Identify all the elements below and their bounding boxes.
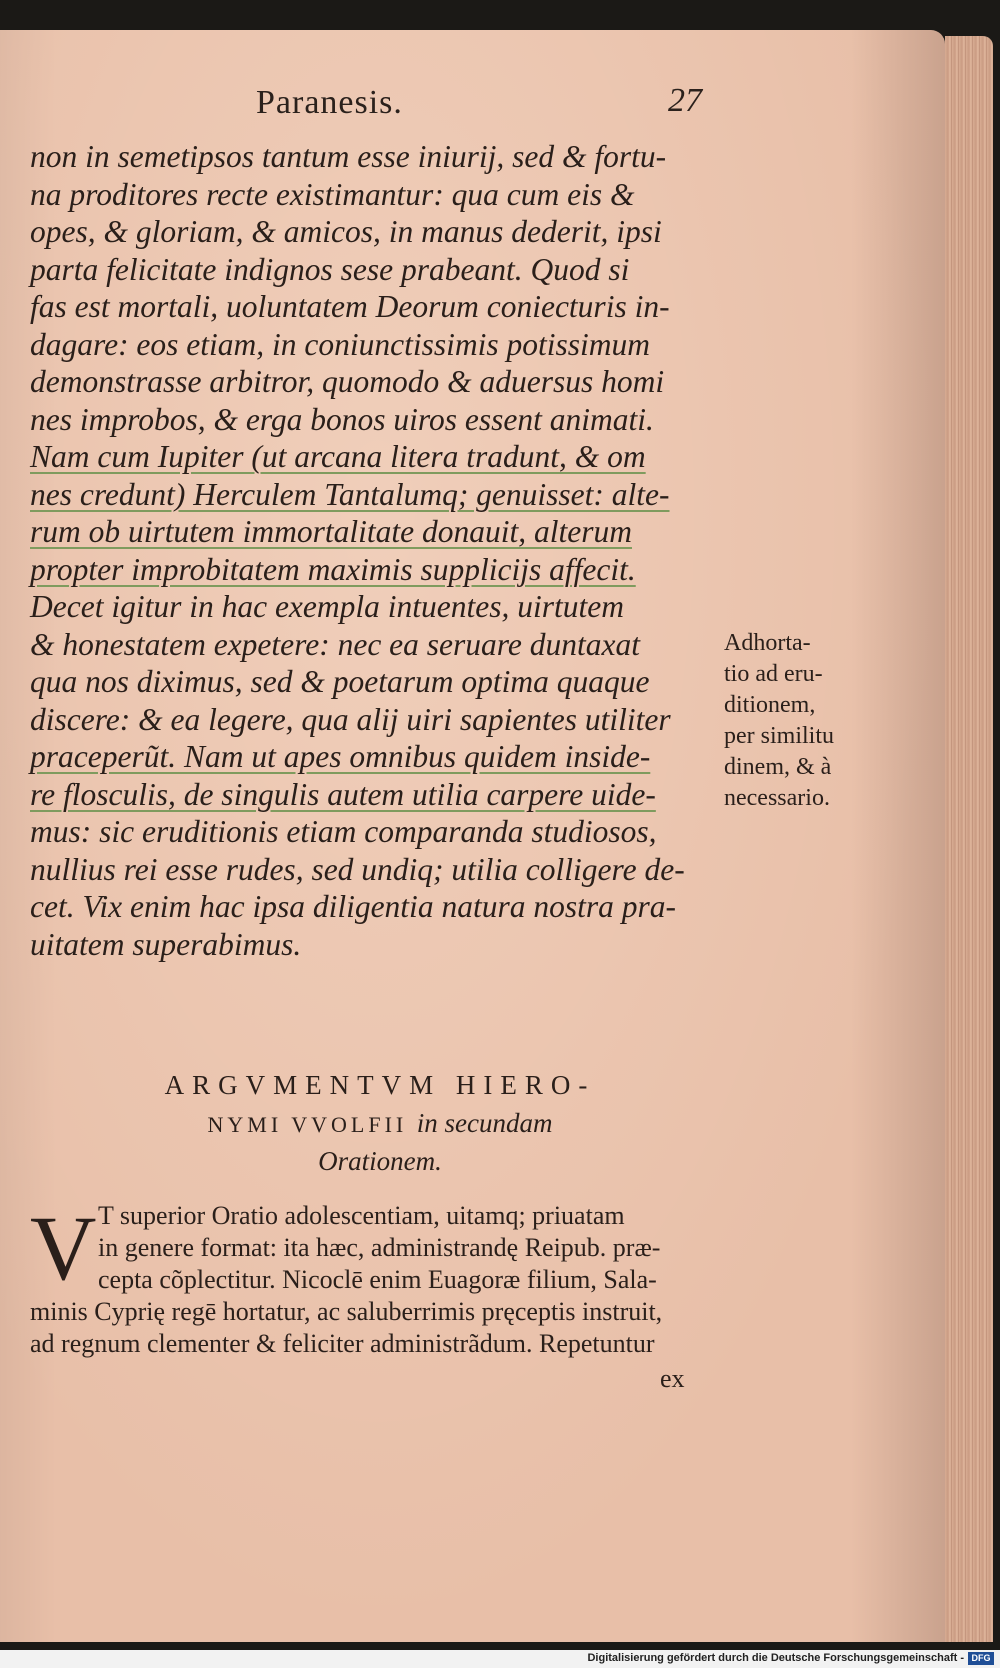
argument-title-line: Orationem.: [318, 1146, 442, 1176]
argument-line: minis Cyprię regē hortatur, ac saluberrimis pręceptis instruit,: [30, 1297, 663, 1326]
margin-note-line: tio ad eru-: [724, 661, 823, 687]
body-line: non in semetipsos tantum esse iniurij, sed & fortu-: [30, 139, 667, 174]
argument-line: in genere format: ita hæc, administrandę Reipub. præ-: [98, 1233, 661, 1262]
page-number: 27: [668, 82, 702, 119]
body-text: [30, 138, 720, 963]
digitization-footer: [0, 1650, 1000, 1668]
margin-note-line: per similitu: [724, 723, 834, 749]
page-header: [0, 82, 945, 132]
body-line: nes credunt) Herculem Tantalumq; genuisset: alte-: [30, 476, 670, 512]
argument-author: NYMI VVOLFII: [207, 1112, 408, 1137]
body-line: na proditores recte existimantur: qua cum eis &: [30, 176, 635, 212]
body-line: discere: & ea legere, qua alij uiri sapientes utiliter: [30, 701, 671, 737]
body-line: parta felicitate indignos sese prabeant. Quod si: [30, 251, 630, 287]
body-line: & honestatem expetere: nec ea seruare duntaxat: [30, 626, 640, 662]
margin-note-line: dinem, & à: [724, 754, 832, 780]
catchword: ex: [660, 1364, 685, 1393]
argument-title-line: [0, 1108, 760, 1146]
drop-cap: V: [30, 1197, 97, 1299]
argument-line: ad regnum clementer & feliciter administrãdum. Repetuntur: [30, 1329, 655, 1358]
body-line: propter improbitatem maximis supplicijs affecit.: [30, 551, 636, 587]
body-line: re flosculis, de singulis autem utilia carpere uide-: [30, 776, 656, 812]
body-line: nes improbos, & erga bonos uiros essent animati.: [30, 401, 654, 437]
running-head: Paranesis.: [256, 84, 403, 121]
body-line: Decet igitur in hac exempla intuentes, uirtutem: [30, 589, 624, 624]
body-line: Nam cum Iupiter (ut arcana litera tradunt, & om: [30, 439, 646, 474]
body-line: fas est mortali, uoluntatem Deorum coniecturis in-: [30, 289, 670, 324]
body-line: cet. Vix enim hac ipsa diligentia natura nostra pra-: [30, 889, 676, 924]
margin-note-line: Adhorta-: [724, 630, 811, 656]
body-line: mus: sic eruditionis etiam comparanda studiosos,: [30, 814, 657, 849]
body-line: dagare: eos etiam, in coniunctissimis potissimum: [30, 326, 651, 362]
body-line: qua nos diximus, sed & poetarum optima quaque: [30, 664, 650, 699]
argument-line: T superior Oratio adolescentiam, uitamq; priuatam: [98, 1201, 625, 1230]
argument-text: [30, 1197, 720, 1360]
margin-note-line: necessario.: [724, 785, 830, 811]
argument-title-line: ARGVMENTVM HIERO-: [164, 1070, 596, 1100]
margin-note-line: ditionem,: [724, 692, 816, 718]
body-line: praceperũt. Nam ut apes omnibus quidem inside-: [30, 739, 651, 774]
argument-heading: [0, 1070, 760, 1184]
body-line: nullius rei esse rudes, sed undiq; utilia colligere de-: [30, 851, 685, 887]
body-line: uitatem superabimus.: [30, 926, 302, 962]
argument-line: cepta cõplectitur. Nicoclē enim Euagoræ filium, Sala-: [98, 1265, 657, 1294]
funding-credit: Digitalisierung gefördert durch die Deutsche Forschungsgemeinschaft -: [587, 1652, 964, 1664]
page-edges: [945, 36, 993, 1642]
body-line: opes, & gloriam, & amicos, in manus dederit, ipsi: [30, 214, 662, 249]
margin-note: [724, 628, 864, 814]
body-line: demonstrasse arbitror, quomodo & aduersus homi: [30, 364, 665, 399]
dfg-logo: DFG: [968, 1652, 994, 1665]
body-line: rum ob uirtutem immortalitate donauit, alterum: [30, 514, 632, 549]
argument-subject: in secundam: [416, 1108, 553, 1138]
